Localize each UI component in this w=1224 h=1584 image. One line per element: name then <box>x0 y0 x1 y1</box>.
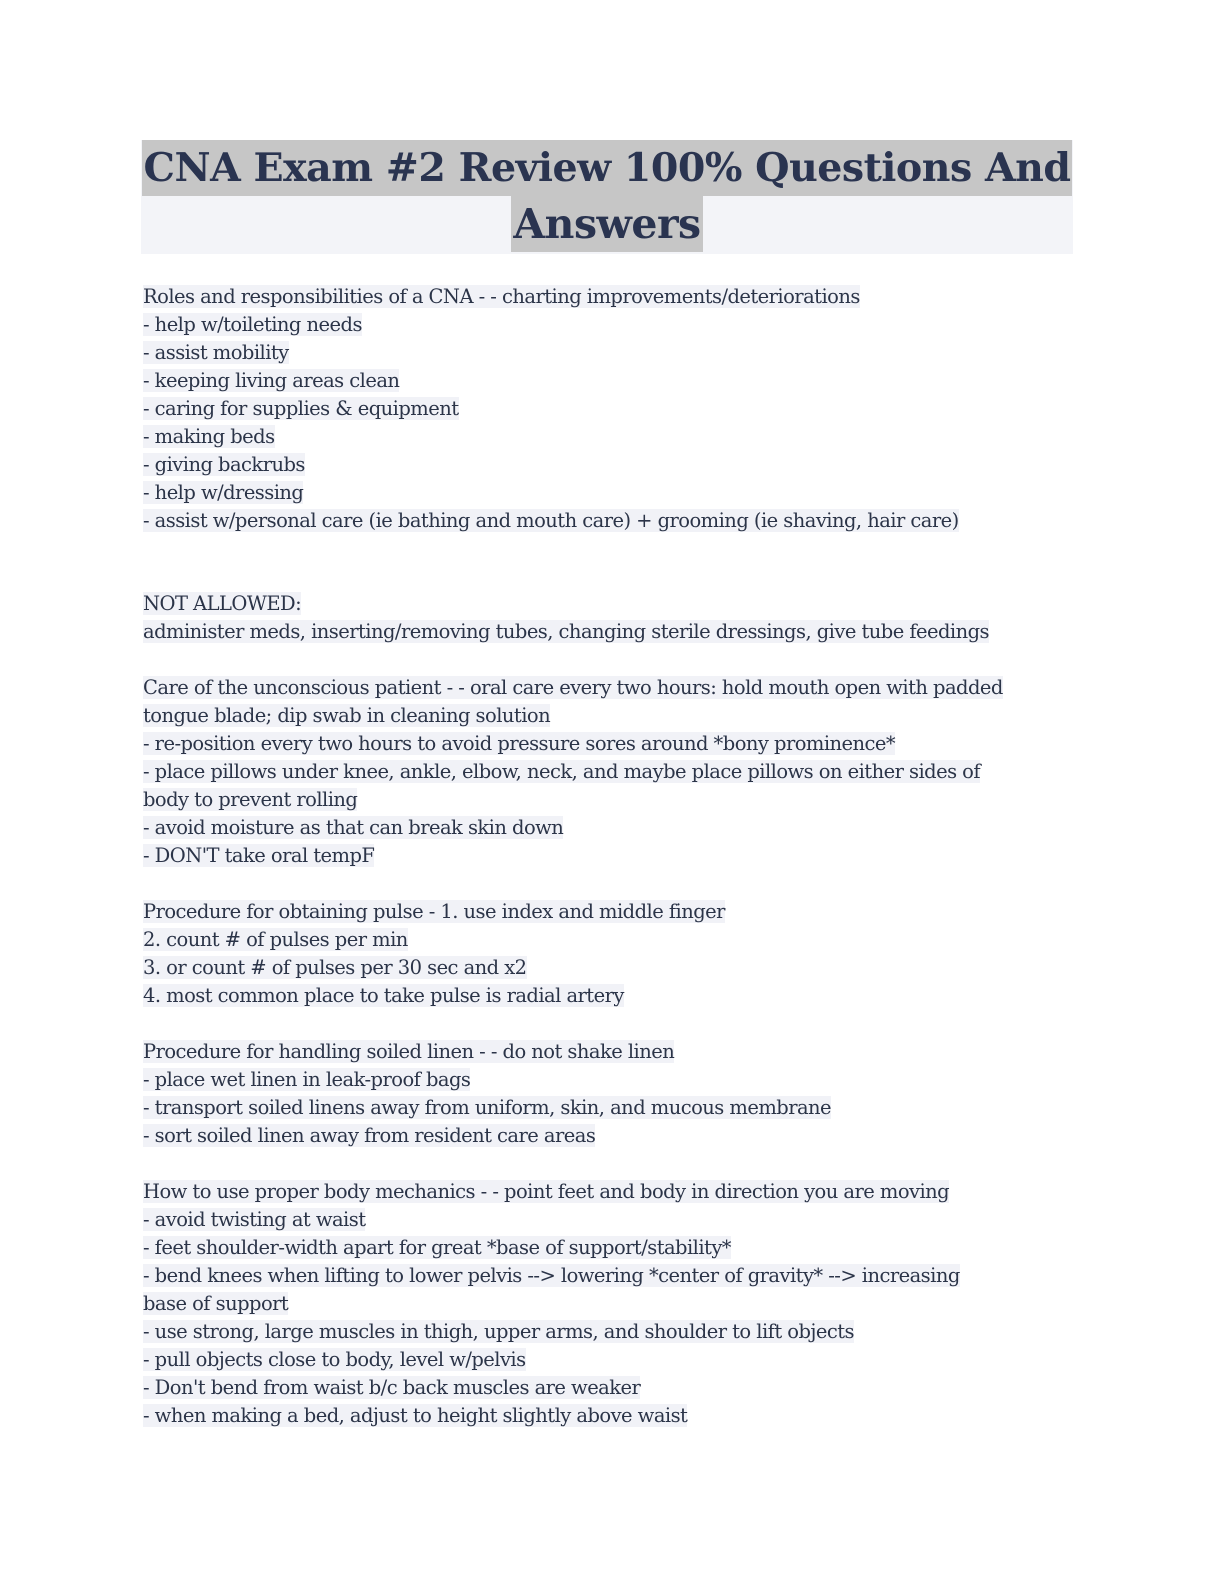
section-soiled-linen <box>143 1038 1078 1150</box>
text-line: body to prevent rolling <box>143 788 358 811</box>
spacer <box>143 535 1078 590</box>
text-line: - bend knees when lifting to lower pelvis --> lowering *center of gravity* --> increasing <box>143 1264 960 1287</box>
text-line: 3. or count # of pulses per 30 sec and x2 <box>143 956 527 979</box>
text-line: 2. count # of pulses per min <box>143 928 408 951</box>
text-line: - place wet linen in leak-proof bags <box>143 1068 471 1091</box>
text-line: - pull objects close to body, level w/pelvis <box>143 1348 526 1371</box>
text-line: Procedure for handling soiled linen - - do not shake linen <box>143 1040 675 1063</box>
text-line: - transport soiled linens away from uniform, skin, and mucous membrane <box>143 1096 832 1119</box>
title-line-1: CNA Exam #2 Review 100% Questions And <box>142 140 1073 196</box>
document-body <box>143 283 1078 1430</box>
text-line: - assist mobility <box>143 341 289 364</box>
document-title <box>141 140 1073 254</box>
text-line: - avoid moisture as that can break skin down <box>143 816 564 839</box>
section-pulse <box>143 898 1078 1010</box>
text-line: How to use proper body mechanics - - point feet and body in direction you are moving <box>143 1180 950 1203</box>
text-line: NOT ALLOWED: <box>143 592 302 615</box>
text-line: - sort soiled linen away from resident care areas <box>143 1124 596 1147</box>
spacer <box>143 1150 1078 1178</box>
section-not-allowed <box>143 590 1078 646</box>
spacer <box>143 870 1078 898</box>
text-line: - DON'T take oral tempF <box>143 844 375 867</box>
text-line: - keeping living areas clean <box>143 369 400 392</box>
spacer <box>143 646 1078 674</box>
section-body-mechanics <box>143 1178 1078 1430</box>
text-line: - use strong, large muscles in thigh, upper arms, and shoulder to lift objects <box>143 1320 854 1343</box>
text-line: - avoid twisting at waist <box>143 1208 366 1231</box>
text-line: - when making a bed, adjust to height slightly above waist <box>143 1404 688 1427</box>
text-line: - giving backrubs <box>143 453 305 476</box>
text-line: Care of the unconscious patient - - oral care every two hours: hold mouth open with padded <box>143 676 1003 699</box>
text-line: 4. most common place to take pulse is radial artery <box>143 984 624 1007</box>
text-line: - place pillows under knee, ankle, elbow, neck, and maybe place pillows on either sides of <box>143 760 981 783</box>
text-line: - Don't bend from waist b/c back muscles are weaker <box>143 1376 641 1399</box>
text-line: base of support <box>143 1292 289 1315</box>
text-line: administer meds, inserting/removing tubes, changing sterile dressings, give tube feedings <box>143 620 989 643</box>
text-line: tongue blade; dip swab in cleaning solution <box>143 704 551 727</box>
spacer <box>143 1010 1078 1038</box>
text-line: - help w/toileting needs <box>143 313 362 336</box>
text-line: - assist w/personal care (ie bathing and mouth care) + grooming (ie shaving, hair care) <box>143 509 959 532</box>
text-line: - help w/dressing <box>143 481 304 504</box>
text-line: Roles and responsibilities of a CNA - - charting improvements/deteriorations <box>143 285 860 308</box>
text-line: - re-position every two hours to avoid pressure sores around *bony prominence* <box>143 732 896 755</box>
text-line: - feet shoulder-width apart for great *base of support/stability* <box>143 1236 732 1259</box>
title-line-2: Answers <box>511 196 702 252</box>
text-line: Procedure for obtaining pulse - 1. use index and middle finger <box>143 900 725 923</box>
text-line: - making beds <box>143 425 275 448</box>
section-unconscious-patient <box>143 674 1078 870</box>
section-roles <box>143 283 1078 535</box>
text-line: - caring for supplies & equipment <box>143 397 459 420</box>
